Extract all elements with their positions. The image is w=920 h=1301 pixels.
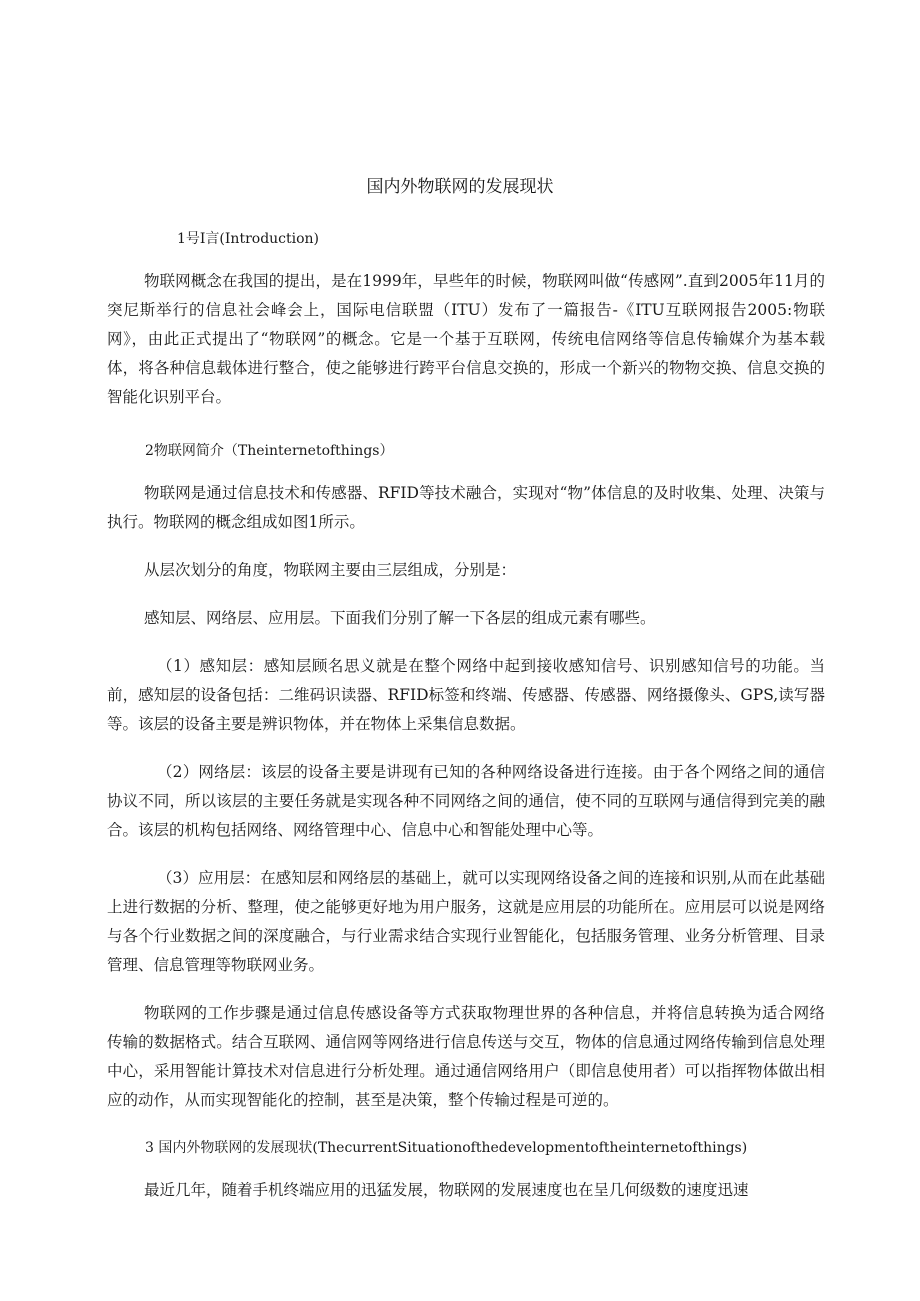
document-body bbox=[107, 225, 825, 1205]
paragraph-development-status: 最近几年，随着手机终端应用的迅猛发展，物联网的发展速度也在呈几何级数的速度迅速 bbox=[144, 1181, 749, 1199]
section-heading-development-status: 3 国内外物联网的发展现状(ThecurrentSituationofthedevelopmentoftheinternetofthings) bbox=[145, 1140, 748, 1156]
paragraph-workflow: 物联网的工作步骤是通过信息传感设备等方式获取物理世界的各种信息，并将信息转换为适合网络传输的数据格式。结合互联网、通信网等网络进行信息传送与交互，物体的信息通过网络传输到信息处理中心，采用智能计算技术对信息进行分析处理。通过通信网络用户（即信息使用者）可以指挥物体做出相应的动作，从而实现智能化的控制，甚至是决策，整个传输过程是可逆的。 bbox=[107, 1004, 825, 1109]
paragraph-network-layer: （2）网络层：该层的设备主要是讲现有已知的各种网络设备进行连接。由于各个网络之间的通信协议不同，所以该层的主要任务就是实现各种不同网络之间的通信，使不同的互联网与通信得到完美的融合。该层的机构包括网络、网络管理中心、信息中心和智能处理中心等。 bbox=[107, 763, 825, 839]
paragraph-overview-layers-list: 感知层、网络层、应用层。下面我们分别了解一下各层的组成元素有哪些。 bbox=[144, 609, 656, 627]
paragraph-perception-layer: （1）感知层：感知层顾名思义就是在整个网络中起到接收感知信号、识别感知信号的功能。当前，感知层的设备包括：二维码识读器、RFID标签和终端、传感器、传感器、网络摄像头、GPS,读写器等。该层的设备主要是辨识物体，并在物体上采集信息数据。 bbox=[107, 657, 825, 733]
paragraph-overview-definition: 物联网是通过信息技术和传感器、RFID等技术融合，实现对“物”体信息的及时收集、处理、决策与执行。物联网的概念组成如图1所示。 bbox=[107, 484, 825, 531]
section-heading-introduction: 1号I言(Introduction) bbox=[177, 231, 320, 247]
paragraph-application-layer: （3）应用层：在感知层和网络层的基础上，就可以实现网络设备之间的连接和识别,从而在此基础上进行数据的分析、整理，使之能够更好地为用户服务，这就是应用层的功能所在。应用层可以说是网络与各个行业数据之间的深度融合，与行业需求结合实现行业智能化，包括服务管理、业务分析管理、目录管理、信息管理等物联网业务。 bbox=[107, 869, 825, 974]
paragraph-introduction: 物联网概念在我国的提出，是在1999年，早些年的时候，物联网叫做“传感网”.直到2005年11月的突尼斯举行的信息社会峰会上，国际电信联盟（ITU）发布了一篇报告-《ITU互联网报告2005:物联网》，由此正式提出了“物联网”的概念。它是一个基于互联网，传统电信网络等信息传输媒介为基本载体，将各种信息载体进行整合，使之能够进行跨平台信息交换的，形成一个新兴的物物交换、信息交换的智能化识别平台。 bbox=[107, 272, 825, 406]
section-heading-overview: 2物联网简介（Theinternetofthings） bbox=[145, 443, 394, 459]
paragraph-overview-layers-intro: 从层次划分的角度，物联网主要由三层组成，分别是： bbox=[144, 561, 517, 579]
document-title: 国内外物联网的发展现状 bbox=[366, 177, 554, 197]
